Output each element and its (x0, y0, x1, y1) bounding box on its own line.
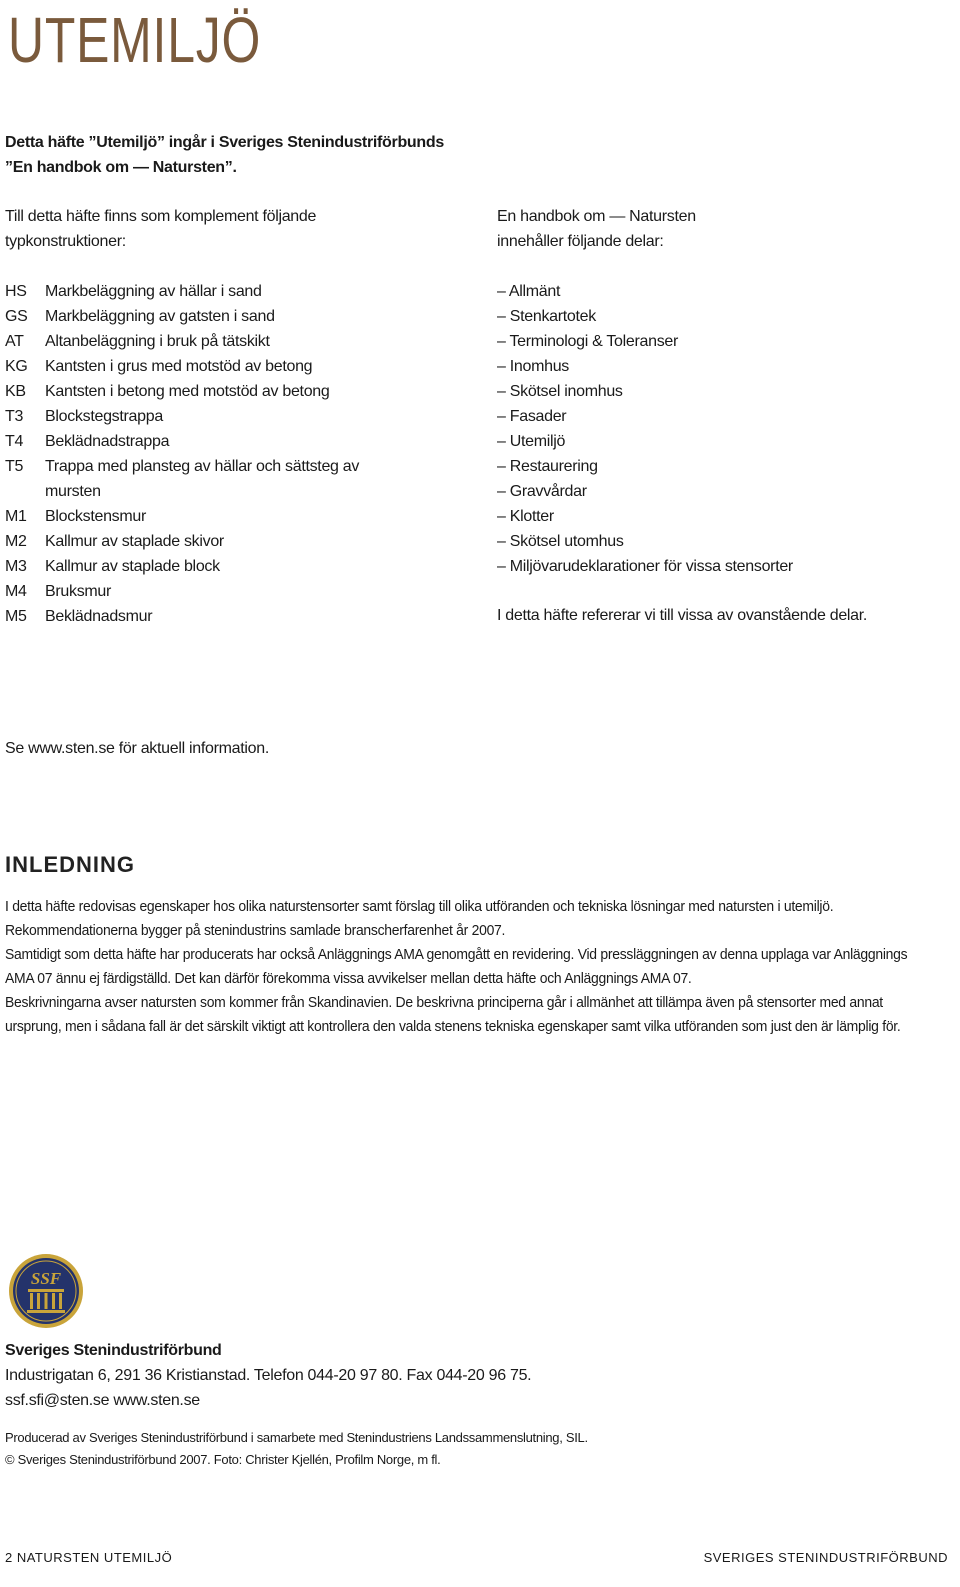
construction-type-item (5, 404, 163, 429)
handbook-part-item: – Fasader (497, 408, 567, 425)
construction-type-text: Kantsten i grus med motstöd av betong (45, 358, 313, 375)
construction-type-item (5, 379, 330, 404)
construction-type-item (5, 479, 101, 504)
contact-web: ssf.sfi@sten.se www.sten.se (5, 1392, 200, 1409)
construction-type-code: AT (5, 333, 24, 350)
right-heading-line-1: En handbok om — Natursten (497, 208, 696, 225)
construction-type-item (5, 529, 224, 554)
contact-address: Industrigatan 6, 291 36 Kristianstad. Telefon 044-20 97 80. Fax 044-20 96 75. (5, 1367, 532, 1384)
construction-type-code: T4 (5, 433, 24, 450)
intro-line-1: Detta häfte ”Utemiljö” ingår i Sveriges Stenindustriförbunds (5, 134, 444, 151)
footer-page-label: 2 NATURSTEN UTEMILJÖ (5, 1550, 173, 1565)
construction-type-code: M2 (5, 533, 27, 550)
intro-bold-text (5, 130, 444, 180)
handbook-part-item: – Skötsel inomhus (497, 383, 623, 400)
construction-type-item (5, 354, 312, 379)
contact-block (5, 1338, 531, 1413)
credits-line-1: Producerad av Sveriges Stenindustriförbund i samarbete med Stenindustriens Landssammenslutning, SIL. (5, 1430, 588, 1445)
construction-type-item (5, 454, 359, 479)
handbook-part-item: – Allmänt (497, 283, 561, 300)
ssf-logo-icon (8, 1253, 84, 1329)
construction-type-code (5, 479, 45, 504)
handbook-part-item: – Gravvårdar (497, 483, 587, 500)
construction-type-text: Markbeläggning av hällar i sand (45, 283, 262, 300)
construction-type-text: mursten (45, 483, 101, 500)
footer-publisher: SVERIGES STENINDUSTRIFÖRBUND (703, 1550, 948, 1565)
right-column-heading (497, 204, 696, 254)
construction-type-text: Markbeläggning av gatsten i sand (45, 308, 275, 325)
handbook-part-item: – Miljövarudeklarationer för vissa stensorter (497, 558, 793, 575)
inledning-line: Samtidigt som detta häfte har producerats har också Anläggnings AMA genomgått en revidering. Vid pressläggningen av denna upplaga var Anläggnings (5, 946, 908, 963)
inledning-line: ursprung, men i sådana fall är det särskilt viktigt att kontrollera den valda stenens tekniska egenskaper samt vilka utföranden som just den är lämplig för. (5, 1018, 901, 1035)
handbook-part-item: – Skötsel utomhus (497, 533, 624, 550)
construction-type-text: Kantsten i betong med motstöd av betong (45, 383, 330, 400)
reference-note: I detta häfte refererar vi till vissa av ovanstående delar. (497, 607, 868, 624)
left-heading-line-1: Till detta häfte finns som komplement följande (5, 208, 317, 225)
construction-type-text: Beklädnadstrappa (45, 433, 170, 450)
construction-type-item (5, 279, 262, 304)
construction-type-text: Kallmur av staplade block (45, 558, 220, 575)
construction-type-item (5, 579, 111, 604)
construction-type-text: Bruksmur (45, 583, 112, 600)
construction-type-text: Altanbeläggning i bruk på tätskikt (45, 333, 270, 350)
intro-line-2: ”En handbok om — Natursten”. (5, 159, 237, 176)
handbook-part-item: – Utemiljö (497, 433, 566, 450)
construction-type-text: Trappa med plansteg av hällar och sättsteg av (45, 458, 360, 475)
construction-type-code: M5 (5, 608, 27, 625)
construction-type-item (5, 304, 275, 329)
inledning-line: I detta häfte redovisas egenskaper hos olika naturstensorter samt förslag till olika utföranden och tekniska lösningar med natursten i utemiljö. (5, 898, 834, 915)
handbook-part-item: – Klotter (497, 508, 554, 525)
web-note: Se www.sten.se för aktuell information. (5, 740, 269, 757)
construction-type-text: Beklädnadsmur (45, 608, 153, 625)
left-heading-line-2: typkonstruktioner: (5, 233, 126, 250)
construction-type-text: Blockstensmur (45, 508, 147, 525)
logo-text: SSF (30, 1269, 62, 1288)
construction-type-item (5, 429, 169, 454)
construction-type-code: KB (5, 383, 26, 400)
construction-type-code: GS (5, 308, 28, 325)
construction-type-item (5, 329, 270, 354)
credits-line-2: © Sveriges Stenindustriförbund 2007. Foto: Christer Kjellén, Profilm Norge, m fl. (5, 1452, 441, 1467)
credits-block (5, 1427, 588, 1471)
handbook-part-item: – Inomhus (497, 358, 570, 375)
construction-type-text: Blockstegstrappa (45, 408, 163, 425)
inledning-line: Beskrivningarna avser natursten som kommer från Skandinavien. De beskrivna principerna går i allmänhet att tillämpa även på stensorter med annat (5, 994, 883, 1011)
construction-type-code: M4 (5, 583, 27, 600)
section-heading-inledning: INLEDNING (5, 852, 135, 877)
handbook-part-item: – Terminologi & Toleranser (497, 333, 679, 350)
handbook-part-item: – Stenkartotek (497, 308, 596, 325)
construction-type-code: T3 (5, 408, 24, 425)
construction-type-code: HS (5, 283, 27, 300)
construction-type-code: T5 (5, 458, 24, 475)
left-column-heading (5, 204, 316, 254)
handbook-part-item: – Restaurering (497, 458, 598, 475)
inledning-line: AMA 07 ännu ej färdigställd. Det kan därför förekomma vissa avvikelser mellan detta häfte och Anläggnings AMA 07. (5, 970, 692, 987)
construction-type-item (5, 504, 146, 529)
construction-type-code: M1 (5, 508, 27, 525)
construction-type-code: KG (5, 358, 28, 375)
inledning-line: Rekommendationerna bygger på stenindustrins samlade branscherfarenhet år 2007. (5, 922, 506, 939)
page-title: UTEMILJÖ (8, 4, 262, 76)
construction-type-code: M3 (5, 558, 27, 575)
construction-type-text: Kallmur av staplade skivor (45, 533, 224, 550)
right-heading-line-2: innehåller följande delar: (497, 233, 664, 250)
construction-type-item (5, 554, 220, 579)
contact-org: Sveriges Stenindustriförbund (5, 1342, 222, 1359)
construction-type-item (5, 604, 152, 629)
